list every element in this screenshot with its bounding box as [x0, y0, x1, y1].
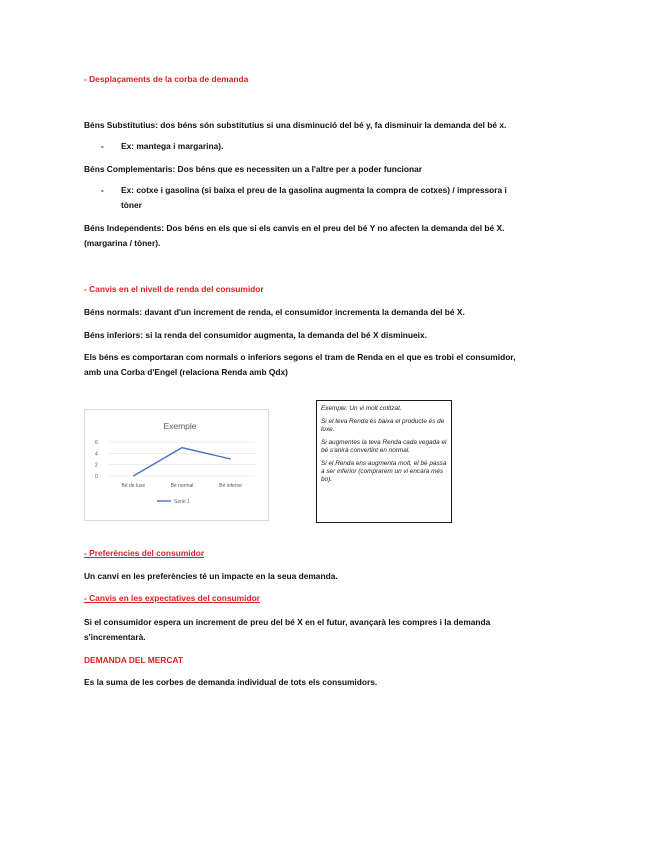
note-paragraph-luxe: Si el teva Renda és baixa el producte és de luxe. [321, 418, 445, 433]
text-substitutius: Béns Substitutius: dos béns són substitutius si una disminució del bé y, fa disminuir la demanda del bé x. [84, 120, 507, 130]
chart-canvas [85, 410, 268, 520]
legend-label: Serie 1 [174, 499, 190, 505]
text-expectatives-cont: s'incrementarà. [84, 632, 146, 642]
note-title: Exemple: Un vi molt cotitzat. [321, 405, 402, 412]
text-substitutius-example: Ex: mantega i margarina). [121, 141, 224, 151]
text-engel-cont: amb una Corba d'Engel (relaciona Renda amb Qdx) [84, 367, 288, 377]
heading-canvis-renda: - Canvis en el nivell de renda del consumidor [84, 284, 264, 294]
text-demanda-mercat: Es la suma de les corbes de demanda individual de tots els consumidors. [84, 677, 378, 687]
x-tick-label: Bé normal [170, 483, 194, 489]
x-tick-label: Bé de luxe [121, 483, 146, 489]
engel-chart [84, 409, 269, 521]
y-tick-label: 6 [95, 440, 98, 446]
text-expectatives: Si el consumidor espera un increment de preu del bé X en el futur, avançarà les compres i la demanda [84, 617, 491, 627]
heading-desplacaments: - Desplaçaments de la corba de demanda [84, 74, 249, 84]
text-complementaris-example: Ex: cotxe i gasolina (si baixa el preu de la gasolina augmenta la compra de cotxes) / impressora i [121, 185, 507, 195]
chart-y-ticks [95, 440, 98, 480]
text-preferencies: Un canvi en les preferències té un impacte en la seua demanda. [84, 571, 338, 581]
chart-series-line [133, 448, 230, 476]
bullet-marker: - [101, 141, 104, 151]
heading-preferencies: - Preferències del consumidor [84, 548, 205, 558]
note-paragraph-normal: Si augmentes la teva Renda cada vegada el bé s'anirà convertint en normal. [321, 439, 447, 454]
text-bens-inferiors: Béns inferiors: si la renda del consumidor augmenta, la demanda del bé X disminueix. [84, 330, 427, 340]
bullet-marker: - [101, 185, 104, 195]
note-paragraph-inferior: Si el Renda ens augmenta molt, el bé passa a ser inferior (comprarem un vi encara més bo). [321, 460, 447, 483]
y-tick-label: 4 [95, 451, 98, 458]
text-independents: Béns Independents: Dos béns en els que si els canvis en el preu del bé Y no afecten la demanda del bé X. [84, 223, 505, 233]
chart-title: Exemple [163, 421, 197, 431]
text-engel: Els béns es comportaran com normals o inferiors segons el tram de Renda en el que es trobi el consumidor, [84, 352, 516, 362]
y-tick-label: 2 [95, 462, 98, 469]
text-complementaris: Béns Complementaris: Dos béns que es necessiten un a l'altre per a poder funcionar [84, 164, 423, 174]
y-tick-label: 0 [95, 474, 98, 480]
text-complementaris-example-cont: tòner [121, 200, 142, 210]
text-bens-normals: Béns normals: davant d'un increment de renda, el consumidor incrementa la demanda del bé X. [84, 307, 465, 317]
chart-x-ticks [122, 483, 243, 489]
chart-legend [157, 499, 190, 505]
example-note-box [316, 400, 452, 523]
heading-demanda-mercat: DEMANDA DEL MERCAT [84, 655, 183, 665]
x-tick-label: Bé inferior [219, 483, 243, 489]
heading-expectatives: - Canvis en les expectatives del consumidor [84, 593, 260, 603]
text-independents-cont: (margarina / tòner). [84, 238, 161, 248]
